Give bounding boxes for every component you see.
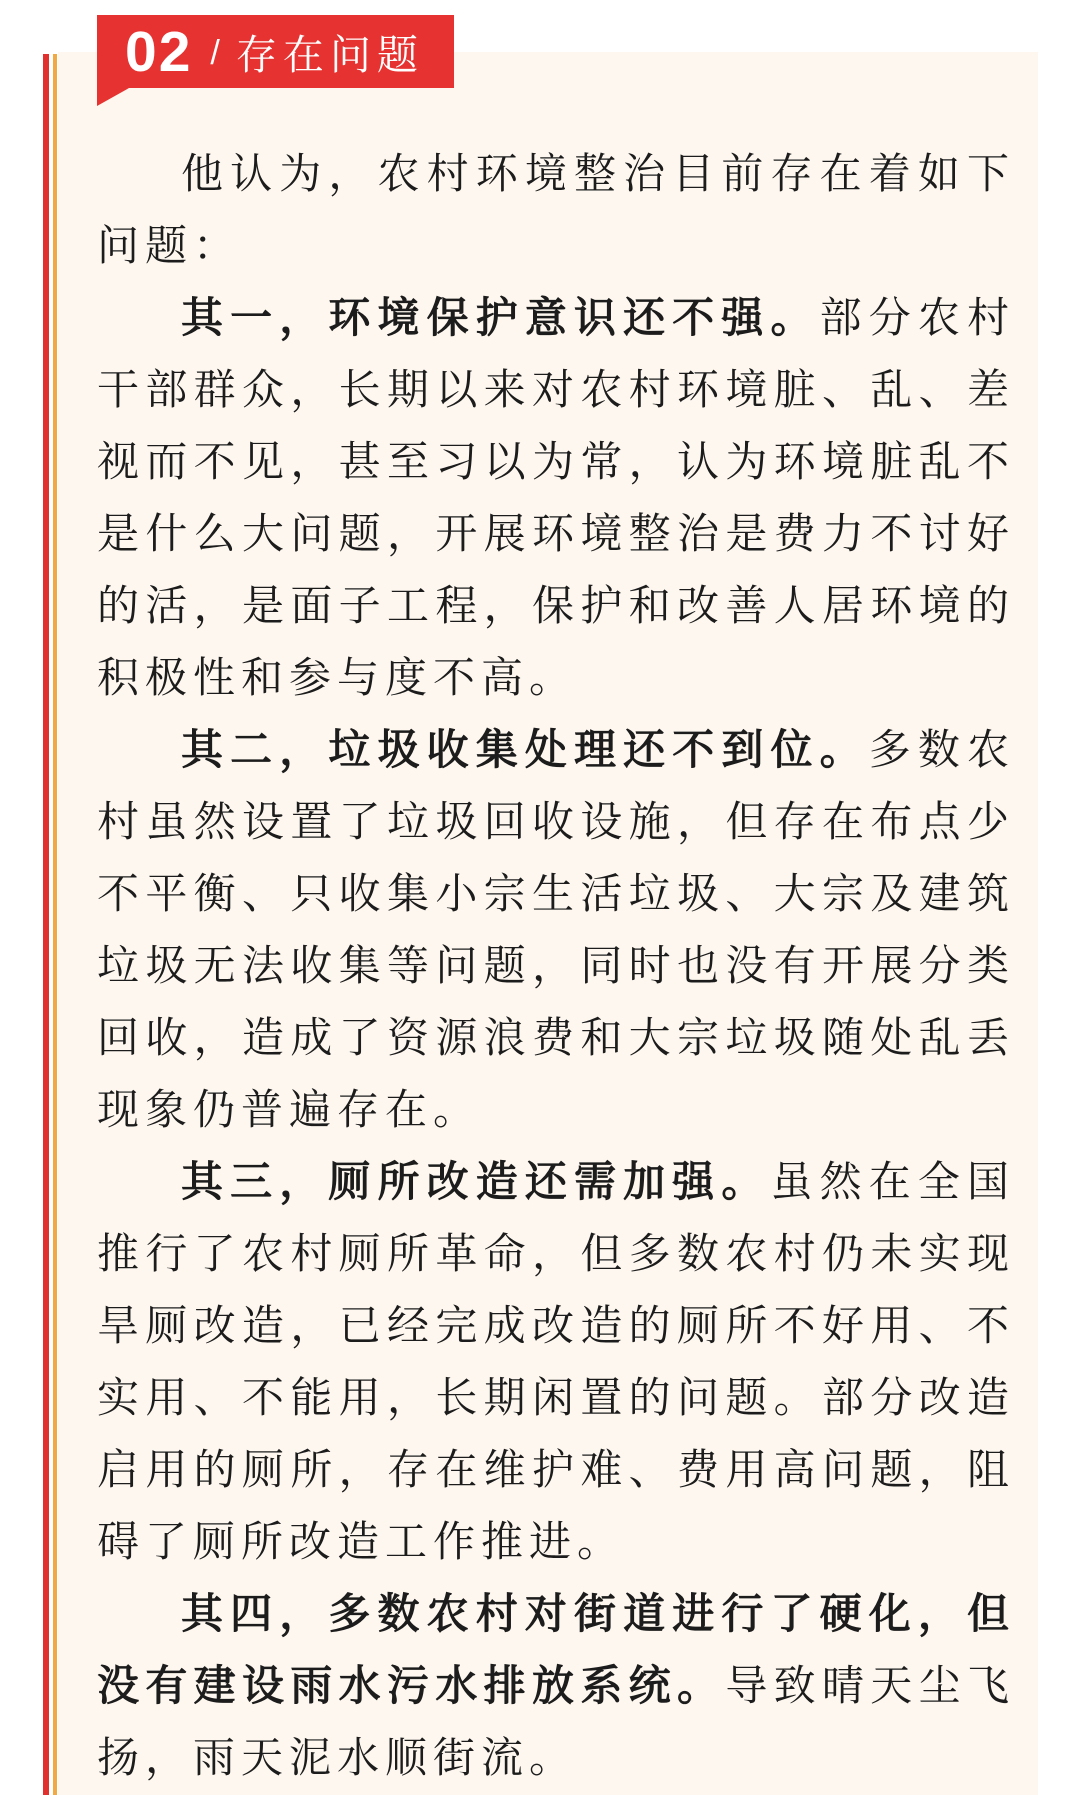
section-title: 存在问题 [235, 32, 424, 78]
accent-line-red [43, 54, 49, 1795]
issue-paragraph-2 [97, 714, 1015, 1146]
issue-text-2: 多数农村虽然设置了垃圾回收设施，但存在布点少不平衡、只收集小宗生活垃圾、大宗及建筑垃圾无法收集等问题，同时也没有开展分类回收，造成了资源浪费和大宗垃圾随处乱丢现象仍普遍存在。 [97, 726, 1015, 1133]
issue-lead-1: 其一，环境保护意识还不强。 [181, 294, 820, 341]
issue-paragraph-3 [97, 1146, 1015, 1578]
issue-paragraph-1 [97, 282, 1015, 714]
issue-lead-2: 其二，垃圾收集处理还不到位。 [181, 726, 869, 773]
accent-line-orange [53, 54, 57, 1795]
section-badge [97, 15, 454, 88]
section-number: 02 [125, 19, 193, 84]
issue-lead-4: 其四，多数农村对街道进行了硬化，但没有建设雨水污水排放系统。 [97, 1590, 1015, 1709]
issue-paragraph-4 [97, 1578, 1015, 1794]
intro-paragraph: 他认为，农村环境整治目前存在着如下问题： [97, 150, 1015, 269]
issue-text-1: 部分农村干部群众，长期以来对农村环境脏、乱、差视而不见，甚至习以为常，认为环境脏乱不是什么大问题，开展环境整治是费力不讨好的活，是面子工程，保护和改善人居环境的积极性和参与度不高。 [97, 294, 1015, 701]
issue-lead-3: 其三，厕所改造还需加强。 [181, 1158, 771, 1205]
issue-text-4: 导致晴天尘飞扬，雨天泥水顺街流。 [97, 1662, 1015, 1781]
article-body [58, 52, 1038, 1794]
content-panel [58, 52, 1038, 1795]
section-separator: / [210, 34, 220, 72]
issue-text-3: 虽然在全国推行了农村厕所革命，但多数农村仍未实现旱厕改造，已经完成改造的厕所不好用、不实用、不能用，长期闲置的问题。部分改造启用的厕所，存在维护难、费用高问题，阻碍了厕所改造工作推进。 [97, 1158, 1015, 1565]
